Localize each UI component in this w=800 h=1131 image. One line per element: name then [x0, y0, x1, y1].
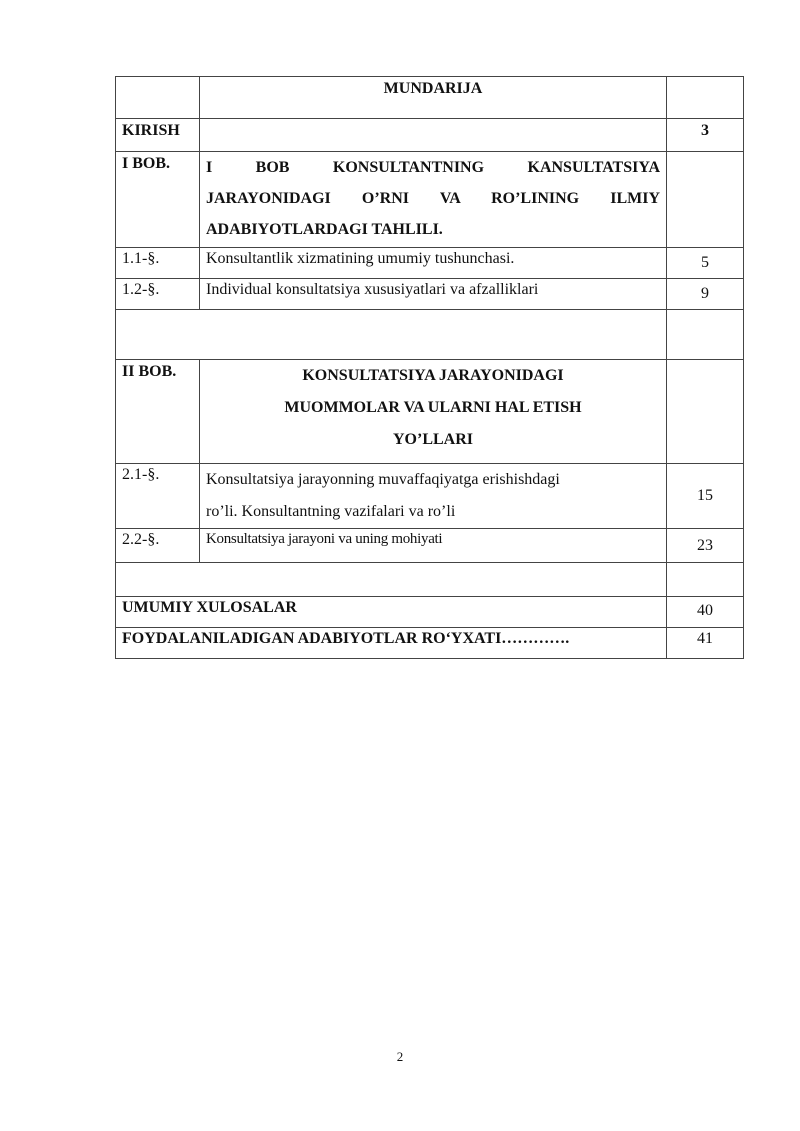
toc-spacer-row: [116, 310, 744, 360]
toc-heading-row: [116, 77, 744, 119]
references-page: 41: [667, 628, 744, 659]
chapter-1-title-line: JARAYONIDAGI O’RNI VA RO’LINING ILMIY: [206, 190, 660, 207]
section-number: 1.1-§.: [116, 248, 200, 279]
toc-row-section-1-1: [116, 248, 744, 279]
empty-cell: [667, 77, 744, 119]
toc-row-section-2-2: [116, 529, 744, 563]
section-title-line: Konsultatsiya jarayonning muvaffaqiyatga erishishdagi: [206, 471, 560, 488]
empty-cell: [667, 563, 744, 597]
section-page: 23: [667, 529, 744, 563]
chapter-1-title-line: I BOB KONSULTANTNING KANSULTATSIYA: [206, 159, 660, 176]
chapter-2-number: II BOB.: [116, 360, 200, 464]
toc-row-section-1-2: [116, 279, 744, 310]
summary-label: UMUMIY XULOSALAR: [116, 597, 667, 628]
toc-row-chapter-1: [116, 152, 744, 248]
section-number: 2.2-§.: [116, 529, 200, 563]
toc-row-summary: [116, 597, 744, 628]
intro-page: 3: [667, 119, 744, 152]
empty-cell: [667, 310, 744, 360]
section-title: Individual konsultatsiya xususiyatlari va afzalliklari: [200, 279, 667, 310]
chapter-2-title-line: MUOMMOLAR VA ULARNI HAL ETISH: [284, 399, 582, 416]
chapter-1-title: [200, 152, 667, 248]
toc-spacer-row: [116, 563, 744, 597]
page-number: 2: [396, 1049, 404, 1064]
section-page: 5: [667, 248, 744, 279]
section-page: 9: [667, 279, 744, 310]
chapter-2-title-line: YO’LLARI: [392, 431, 473, 448]
chapter-2-title: [200, 360, 667, 464]
toc-row-section-2-1: [116, 464, 744, 529]
section-title: Konsultatsiya jarayoni va uning mohiyati: [200, 529, 667, 563]
empty-cell: [667, 360, 744, 464]
references-label: FOYDALANILADIGAN ADABIYOTLAR RO‘YXATI………….: [116, 628, 667, 659]
section-title: Konsultantlik xizmatining umumiy tushunchasi.: [200, 248, 667, 279]
section-number: 2.1-§.: [116, 464, 200, 529]
intro-label: KIRISH: [116, 119, 200, 152]
empty-cell: [200, 119, 667, 152]
summary-page: 40: [667, 597, 744, 628]
section-page: 15: [667, 464, 744, 529]
toc-row-references: [116, 628, 744, 659]
toc-row-chapter-2: [116, 360, 744, 464]
table-of-contents: [115, 76, 744, 659]
chapter-1-number: I BOB.: [116, 152, 200, 248]
section-title-line: ro’li. Konsultantning vazifalari va ro’li: [206, 503, 456, 520]
empty-cell: [116, 563, 667, 597]
chapter-1-title-line: ADABIYOTLARDAGI TAHLILI.: [206, 221, 443, 238]
section-number: 1.2-§.: [116, 279, 200, 310]
toc-row-intro: [116, 119, 744, 152]
empty-cell: [667, 152, 744, 248]
toc-heading: MUNDARIJA: [200, 77, 667, 119]
empty-cell: [116, 310, 667, 360]
chapter-2-title-line: KONSULTATSIYA JARAYONIDAGI: [302, 367, 564, 384]
empty-cell: [116, 77, 200, 119]
section-title: [200, 464, 667, 529]
